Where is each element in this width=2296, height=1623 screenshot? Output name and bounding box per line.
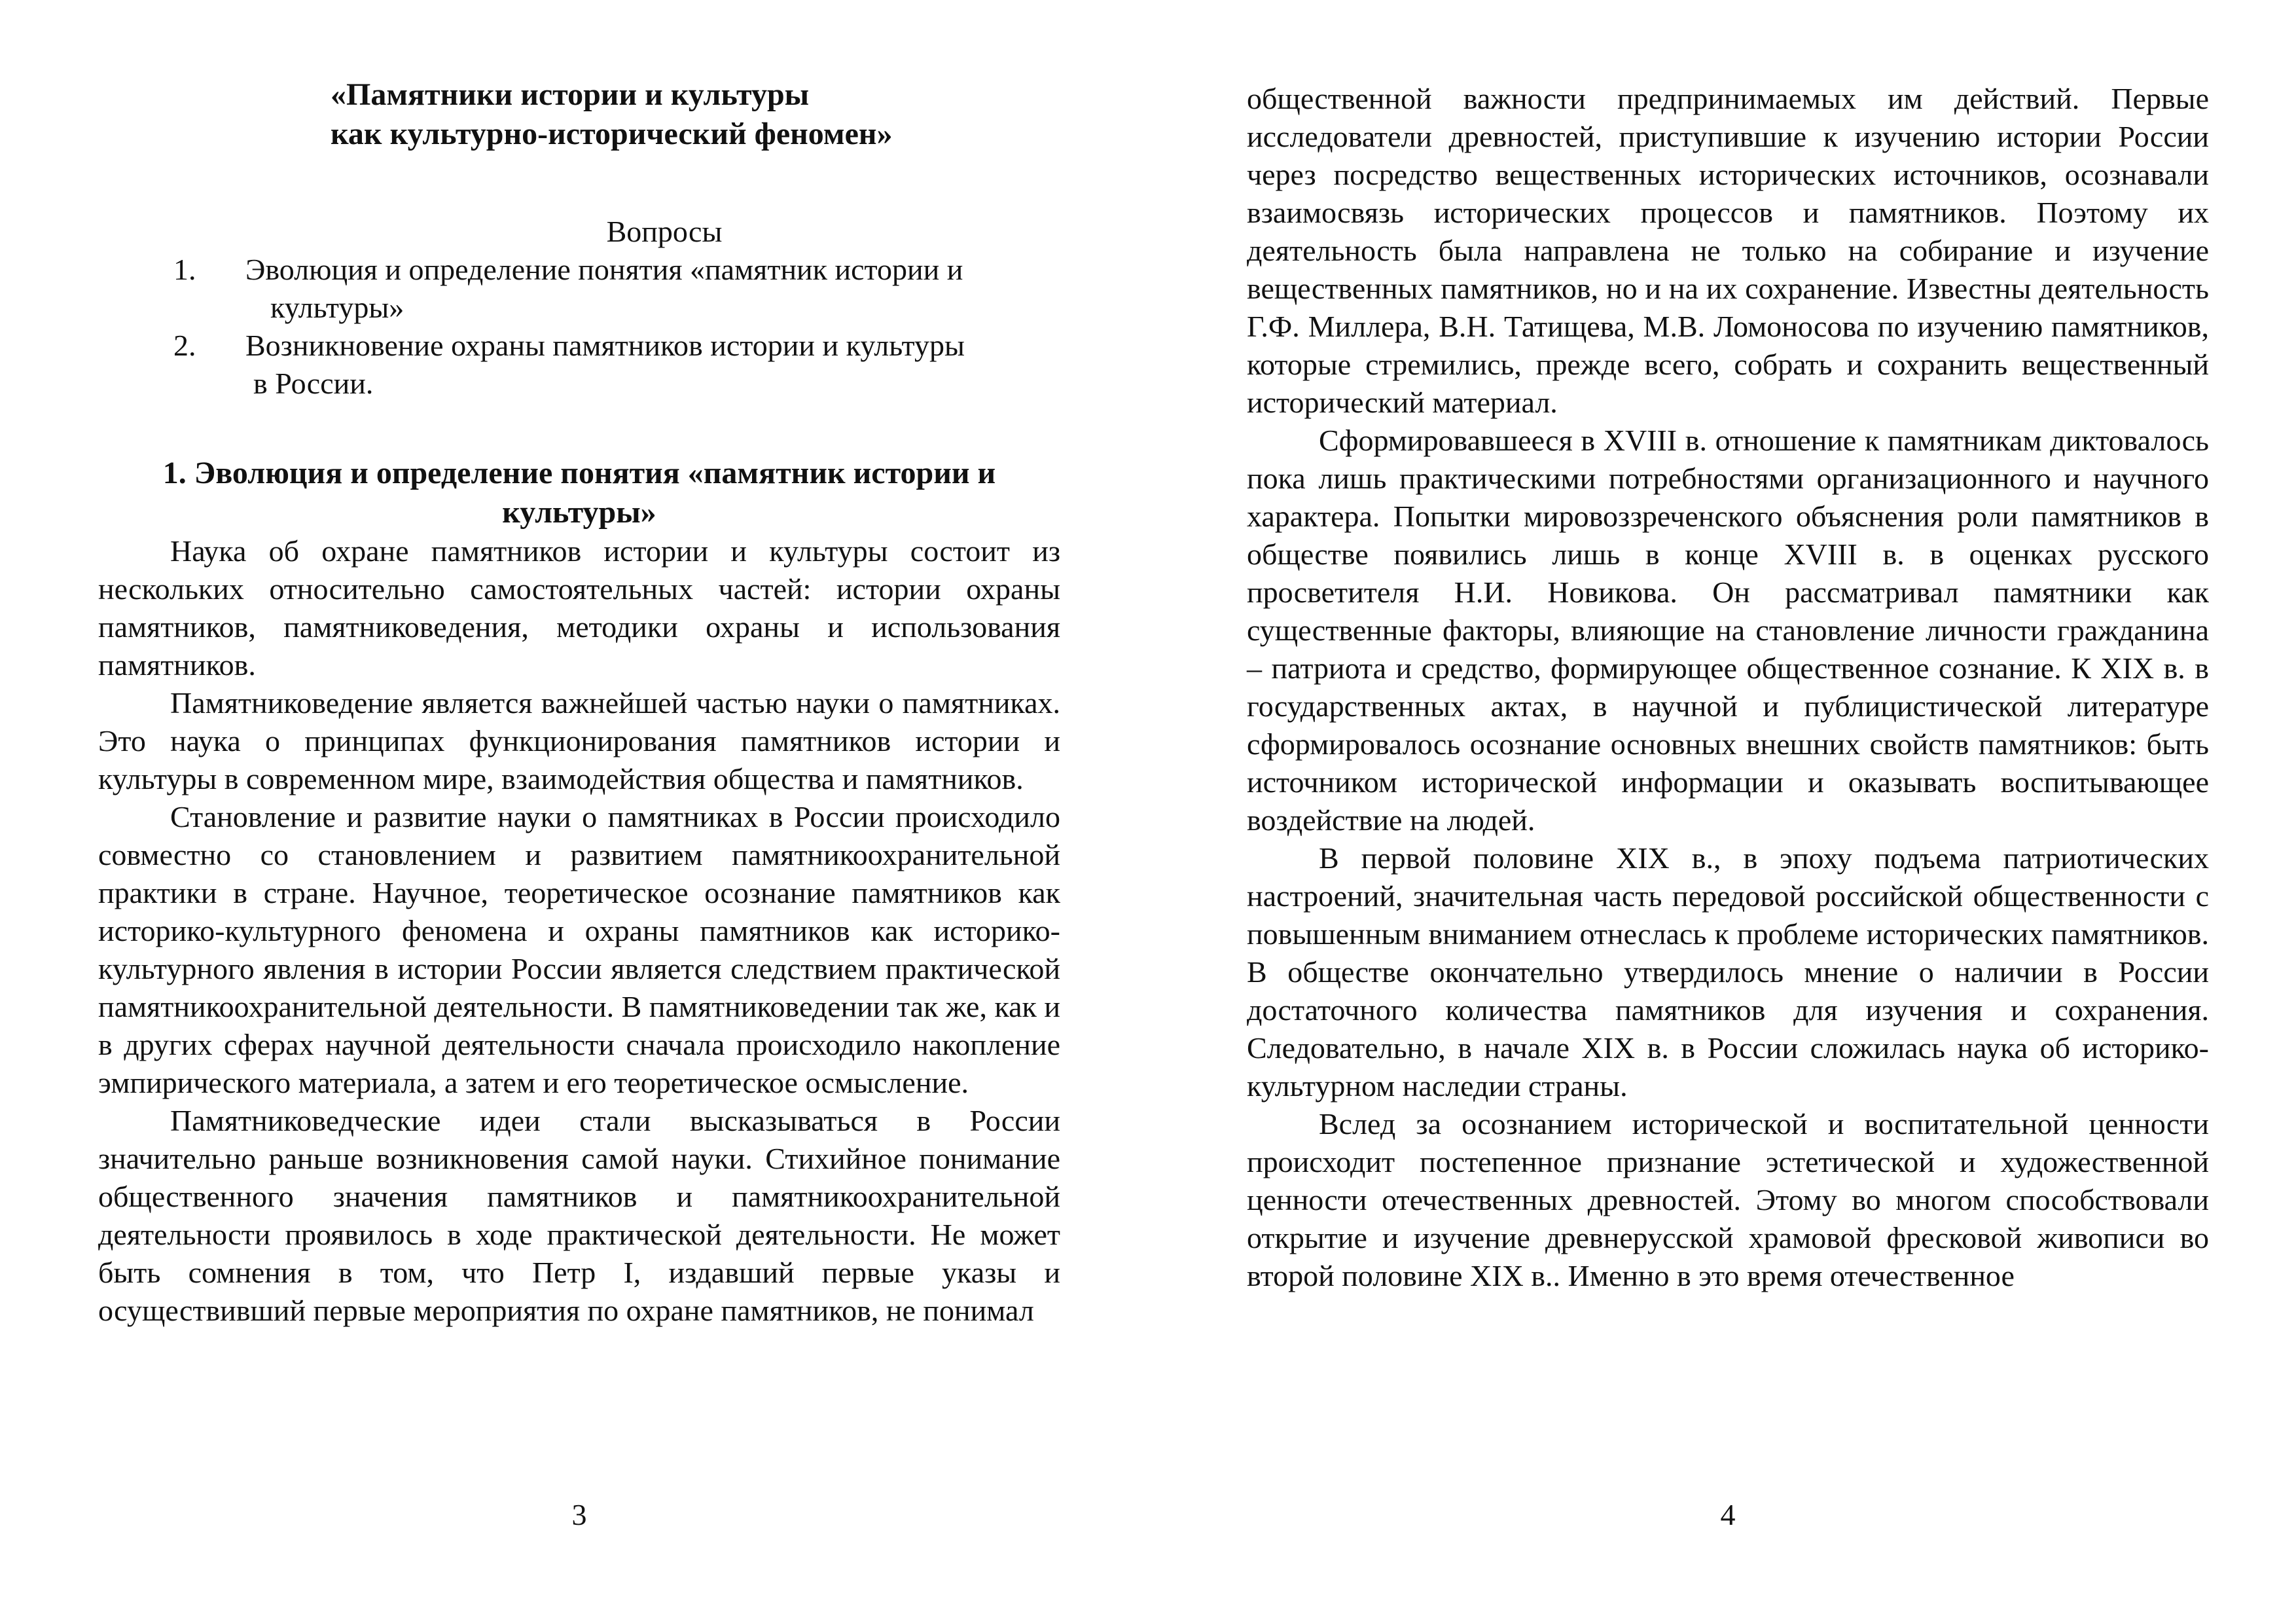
page-number: 4: [1720, 1498, 1736, 1531]
question-item: [173, 251, 1060, 327]
right-page-body: [1247, 80, 2209, 1295]
document-title-line-2: как культурно-исторический феномен»: [331, 117, 893, 151]
paragraph: Памятниковедческие идеи стали высказываться в России значительно раньше возникновения самой науки. Стихийное понимание общественного значения памятников и памятникоохранительной деятельности проявилось в ходе практической деятельности. Не может быть сомнения в том, что Петр I, издавший первые указы и осуществивший первые мероприятия по охране памятников, не понимал: [98, 1104, 1060, 1327]
page-number: 3: [571, 1498, 587, 1531]
question-text: [245, 327, 1060, 403]
question-text-line-1: Возникновение охраны памятников истории и культуры: [245, 329, 965, 362]
paragraph: Памятниковедение является важнейшей частью науки о памятниках. Это наука о принципах функционирования памятников истории и культуры в современном мире, взаимодействия общества и памятников.: [98, 686, 1060, 795]
section-heading: [98, 454, 1060, 532]
paragraph: В первой половине XIX в., в эпоху подъема патриотических настроений, значительная часть передовой российской общественности с повышенным вниманием отнеслась к проблеме исторических памятников. В обществе окончательно утвердилось мнение о наличии в России достаточного количества памятников для изучения и сохранения. Следовательно, в начале XIX в. в России сложилась наука об историко-культурном наследии страны.: [1247, 841, 2209, 1103]
paragraph: общественной важности предпринимаемых им действий. Первые исследователи древностей, приступившие к изучению истории России через посредство вещественных исторических источников, осознавали взаимосвязь исторических процессов и памятников. Поэтому их деятельность была направлена не только на собирание и изучение вещественных памятников, но и на их сохранение. Известны деятельность Г.Ф. Миллера, В.Н. Татищева, М.В. Ломоносова по изучению памятников, которые стремились, прежде всего, собрать и сохранить вещественный исторический материал.: [1247, 82, 2209, 419]
right-page: [1247, 0, 2209, 1623]
document-title-line-1: «Памятники истории и культуры: [331, 77, 810, 112]
question-text-line-1: Эволюция и определение понятия «памятник истории и: [245, 253, 963, 286]
section-heading-line-1: 1. Эволюция и определение понятия «памятник истории и: [162, 456, 996, 490]
questions-heading: Вопросы: [606, 215, 723, 248]
document-title: [98, 75, 1060, 154]
paragraph: Наука об охране памятников истории и культуры состоит из нескольких относительно самостоятельных частей: истории охраны памятников, памятниковедения, методики охраны и использования памятников.: [98, 534, 1060, 682]
question-text-line-2: в России.: [253, 367, 374, 400]
questions-list: [98, 251, 1060, 403]
question-text: [245, 251, 1060, 327]
section-heading-line-2: культуры»: [502, 495, 656, 530]
question-item: [173, 327, 1060, 403]
question-text-line-2: культуры»: [270, 291, 404, 324]
paragraph: Вслед за осознанием исторической и воспитательной ценности происходит постепенное признание эстетической и художественной ценности отечественных древностей. Этому во многом способствовали открытие и изучение древнерусской храмовой фресковой живописи во второй половине XIX в.. Именно в это время отечественное: [1247, 1107, 2209, 1292]
question-number: 1.: [173, 253, 196, 286]
left-page: [98, 0, 1060, 1623]
question-number: 2.: [173, 329, 196, 362]
paragraph: Становление и развитие науки о памятниках в России происходило совместно со становлением и развитием памятникоохранительной практики в стране. Научное, теоретическое осознание памятников как историко-культурного феномена и охраны памятников как историко-культурного явления в истории России является следствием практической памятникоохранительной деятельности. В памятниковедении так же, как и в других сферах научной деятельности сначала происходило накопление эмпирического материала, а затем и его теоретическое осмысление.: [98, 800, 1061, 1099]
paragraph: Сформировавшееся в XVIII в. отношение к памятникам диктовалось пока лишь практическими потребностями организационного и научного характера. Попытки мировоззреченского объяснения роли памятников в обществе появились лишь в конце XVIII в. в оценках русского просветителя Н.И. Новикова. Он рассматривал памятники как существенные факторы, влияющие на становление личности гражданина – патриота и средство, формирующее общественное сознание. К XIX в. в государственных актах, в научной и публицистической литературе сформировалось осознание основных внешних свойств памятников: быть источником исторической информации и оказывать воспитывающее воздействие на людей.: [1247, 424, 2209, 837]
